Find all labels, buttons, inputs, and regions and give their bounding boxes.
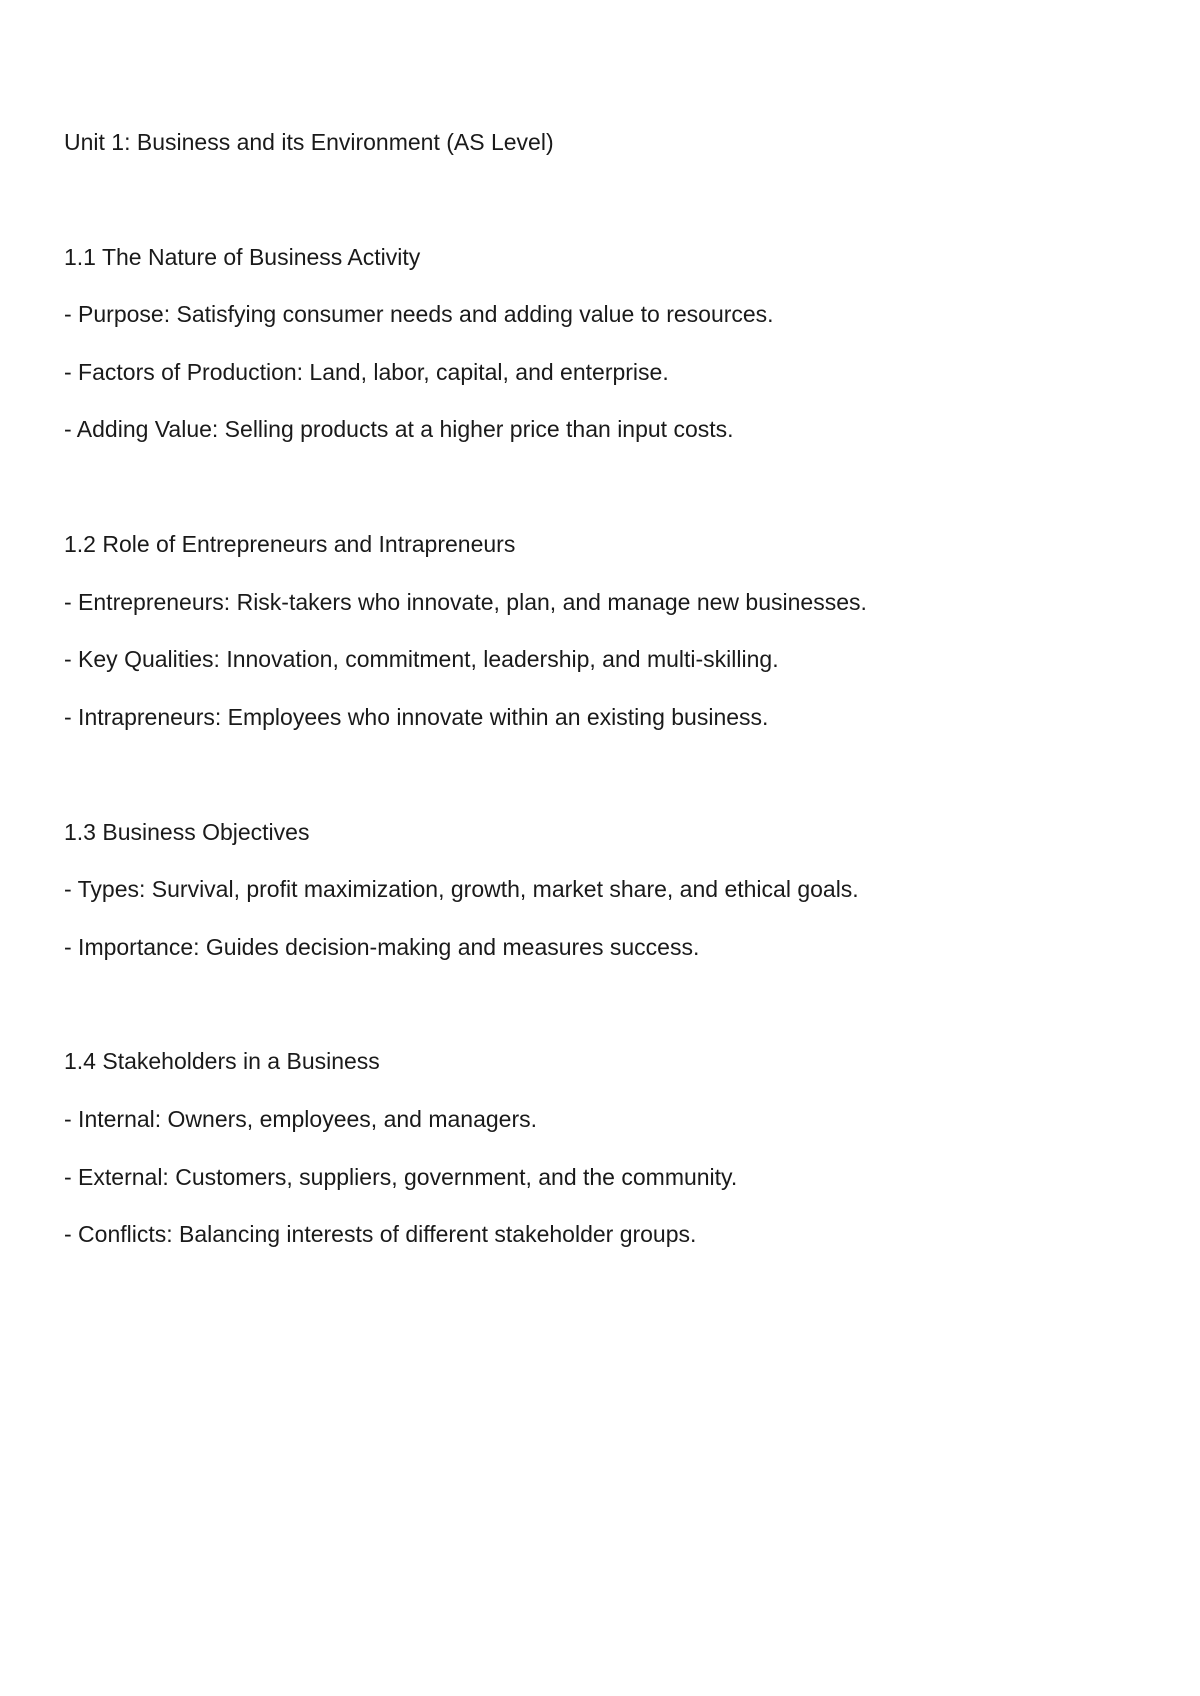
bullet-adding-value: - Adding Value: Selling products at a higher price than input costs. xyxy=(64,416,734,442)
bullet-purpose: - Purpose: Satisfying consumer needs and adding value to resources. xyxy=(64,301,774,327)
bullet-factors-of-production: - Factors of Production: Land, labor, capital, and enterprise. xyxy=(64,359,669,385)
bullet-external: - External: Customers, suppliers, government, and the community. xyxy=(64,1164,738,1190)
bullet-key-qualities: - Key Qualities: Innovation, commitment, leadership, and multi-skilling. xyxy=(64,646,779,672)
bullet-conflicts: - Conflicts: Balancing interests of different stakeholder groups. xyxy=(64,1221,697,1247)
bullet-internal: - Internal: Owners, employees, and managers. xyxy=(64,1106,538,1132)
section-heading-1-4: 1.4 Stakeholders in a Business xyxy=(64,1048,380,1074)
bullet-entrepreneurs: - Entrepreneurs: Risk-takers who innovate, plan, and manage new businesses. xyxy=(64,589,867,615)
section-heading-1-2: 1.2 Role of Entrepreneurs and Intrapreneurs xyxy=(64,531,516,557)
section-heading-1-1: 1.1 The Nature of Business Activity xyxy=(64,244,421,270)
bullet-intrapreneurs: - Intrapreneurs: Employees who innovate within an existing business. xyxy=(64,704,769,730)
document-title: Unit 1: Business and its Environment (AS Level) xyxy=(64,129,554,155)
section-heading-1-3: 1.3 Business Objectives xyxy=(64,819,310,845)
bullet-importance: - Importance: Guides decision-making and measures success. xyxy=(64,934,700,960)
bullet-types: - Types: Survival, profit maximization, growth, market share, and ethical goals. xyxy=(64,876,859,902)
